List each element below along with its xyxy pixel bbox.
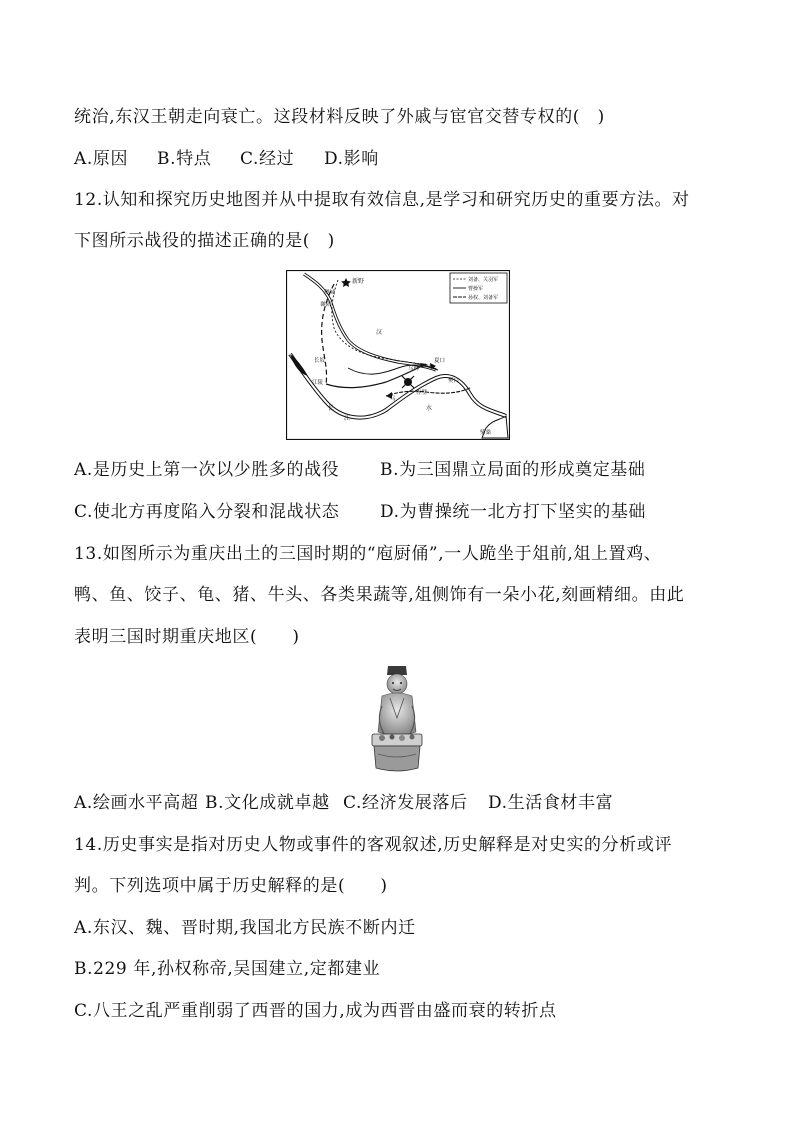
label-jiang: 江 [344, 415, 351, 422]
legend-item-3: 孙权、刘备军 [468, 295, 499, 301]
q13-option-d[interactable]: D.生活食材丰富 [488, 793, 614, 813]
q11-tail-text: 统治,东汉王朝走向衰亡。这段材料反映了外戚与宦官交替专权的( ) [74, 107, 605, 127]
place-xinye: 新野 [352, 278, 365, 285]
q11-option-a[interactable]: A.原因 [74, 149, 129, 169]
place-jiangling: 江陵 [312, 380, 324, 386]
label-wu: 乌 [390, 396, 396, 402]
q12-stem-line1: 12.认知和探究历史地图并从中提取有效信息,是学习和研究历史的重要方法。对 [74, 190, 690, 210]
place-changban: 长坂 [314, 358, 326, 364]
place-xiangyang: 襄阳 [320, 302, 332, 308]
q13-stem-line3: 表明三国时期重庆地区( ) [74, 627, 300, 647]
label-chang: 长 [328, 405, 335, 412]
q14-option-c[interactable]: C.八王之乱严重削弱了西晋的国力,成为西晋由盛而衰的转折点 [74, 1001, 557, 1021]
figurine-image [366, 662, 428, 774]
place-wulin: 乌林 [408, 366, 420, 372]
place-chibi: 赤壁 [416, 390, 428, 396]
place-fancheng: 樊城 [324, 290, 336, 296]
q13-stem-line2: 鸭、鱼、饺子、龟、猪、牛头、各类果蔬等,俎侧饰有一朵小花,刻画精细。由此 [74, 585, 685, 605]
q12-option-c[interactable]: C.使北方再度陷入分裂和混战状态 [74, 502, 340, 522]
label-shui: 水 [426, 405, 433, 412]
q12-option-b[interactable]: B.为三国鼎立局面的形成奠定基础 [380, 460, 646, 480]
place-chaisang: 柴桑 [480, 430, 492, 436]
q11-option-b[interactable]: B.特点 [157, 149, 212, 169]
legend-item-1: 刘备、关羽军 [468, 277, 499, 283]
q13-option-c[interactable]: C.经济发展落后 [343, 793, 468, 813]
legend-item-2: 曹操军 [468, 286, 484, 292]
q13-option-b[interactable]: B.文化成就卓越 [205, 793, 330, 813]
place-fankou: 樊口 [448, 378, 460, 384]
q12-stem-line2: 下图所示战役的描述正确的是( ) [74, 231, 335, 251]
q14-option-b[interactable]: B.229 年,孙权称帝,吴国建立,定都建业 [74, 959, 381, 979]
label-han: 汉 [376, 329, 383, 336]
q11-option-d[interactable]: D.影响 [324, 149, 379, 169]
q12-option-d[interactable]: D.为曹操统一北方打下坚实的基础 [380, 502, 647, 522]
place-xiakou: 夏口 [434, 358, 446, 364]
q14-option-a[interactable]: A.东汉、魏、晋时期,我国北方民族不断内迁 [74, 918, 416, 938]
battle-map [286, 270, 510, 440]
q13-stem-line1: 13.如图所示为重庆出土的三国时期的“庖厨俑”,一人跪坐于俎前,俎上置鸡、 [74, 544, 662, 564]
q14-stem-line1: 14.历史事实是指对历史人物或事件的客观叙述,历史解释是对史实的分析或评 [74, 835, 673, 855]
q13-option-a[interactable]: A.绘画水平高超 [74, 793, 199, 813]
q14-stem-line2: 判。下列选项中属于历史解释的是( ) [74, 876, 388, 896]
q12-option-a[interactable]: A.是历史上第一次以少胜多的战役 [74, 460, 340, 480]
q11-option-c[interactable]: C.经过 [240, 149, 295, 169]
